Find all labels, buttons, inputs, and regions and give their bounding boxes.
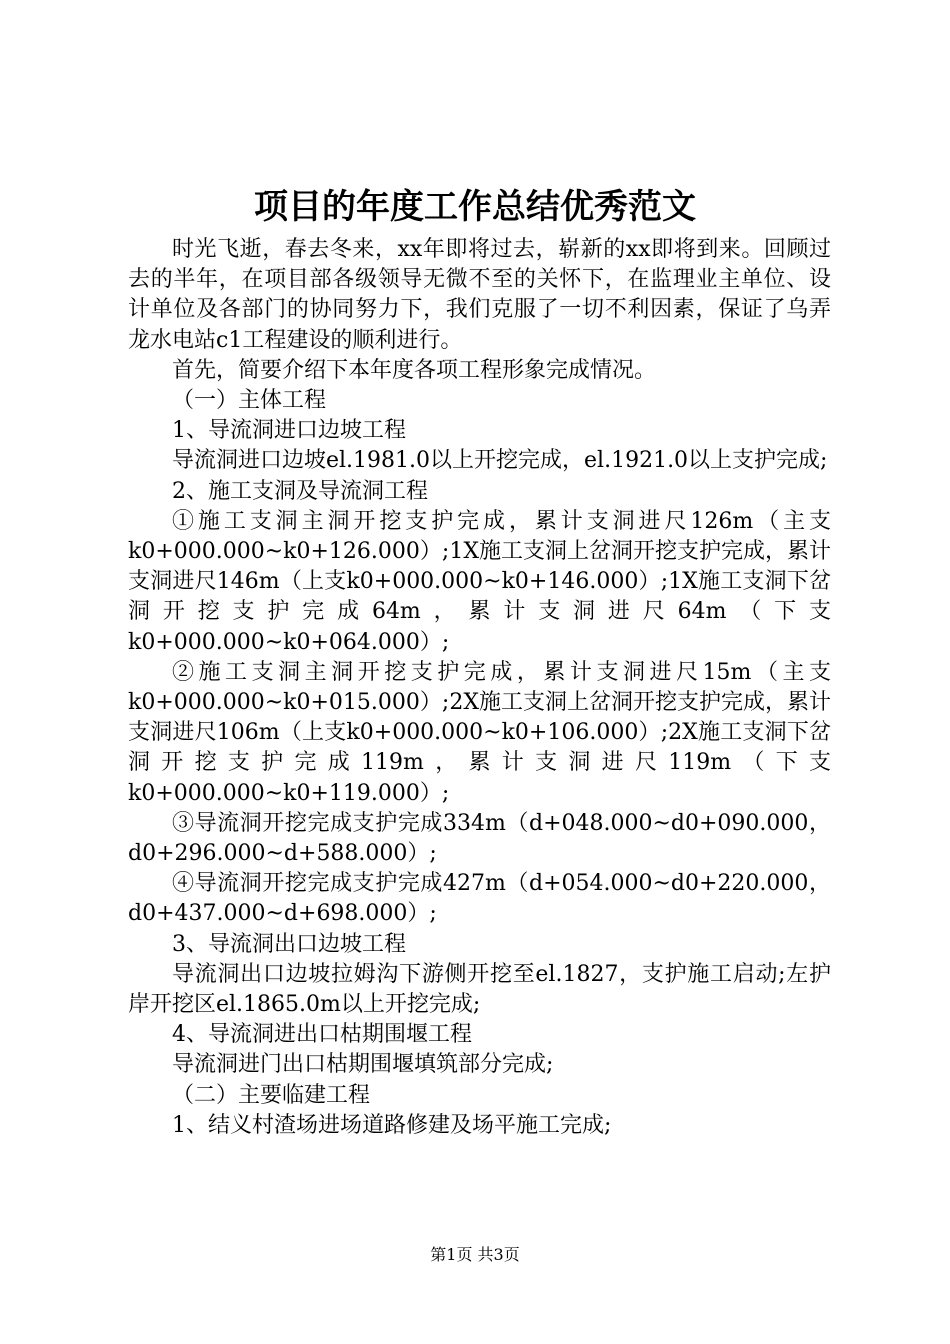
paragraph-diversion-tunnel-3: ③导流洞开挖完成支护完成334m（d+048.000~d0+090.000，d0+296.000~d+588.000）; [128,810,831,867]
paragraph-intro: 时光飞逝，春去冬来，xx年即将过去，崭新的xx即将到来。回顾过去的半年，在项目部各级领导无微不至的关怀下，在监理业主单位、设计单位及各部门的协同努力下，我们克服了一切不利因素，保证了乌弄龙水电站c1工程建设的顺利进行。 [128,237,831,353]
paragraph-temporary-works-1: 1、结义村渣场进场道路修建及场平施工完成; [172,1112,612,1138]
heading-branch-tunnel: 2、施工支洞及导流洞工程 [172,478,428,504]
paragraph-branch-tunnel-2: ②施工支洞主洞开挖支护完成，累计支洞进尺15m（主支k0+000.000~k0+015.000）;2X施工支洞上岔洞开挖支护完成，累计支洞进尺106m（上支k0+000.000~k0+106.000）;2X施工支洞下岔洞开挖支护完成119m，累计支洞进尺119m（下支k0+000.000~k0+119.000）; [128,659,831,806]
heading-inlet-slope: 1、导流洞进口边坡工程 [172,418,406,444]
paragraph-inlet-slope: 导流洞进口边坡el.1981.0以上开挖完成，el.1921.0以上支护完成; [172,448,828,474]
heading-temporary-works: （二）主要临建工程 [172,1082,371,1108]
paragraph-branch-tunnel-1: ①施工支洞主洞开挖支护完成，累计支洞进尺126m（主支k0+000.000~k0+126.000）;1X施工支洞上岔洞开挖支护完成，累计支洞进尺146m（上支k0+000.000~k0+146.000）;1X施工支洞下岔洞开挖支护完成64m，累计支洞进尺64m（下支k0+000.000~k0+064.000）; [128,508,831,655]
document-body [128,235,831,1141]
paragraph-cofferdam: 导流洞进门出口枯期围堰填筑部分完成; [172,1052,554,1078]
paragraph-diversion-tunnel-4: ④导流洞开挖完成支护完成427m（d+054.000~d0+220.000，d0+437.000~d+698.000）; [128,871,831,927]
heading-cofferdam: 4、导流洞进出口枯期围堰工程 [172,1022,472,1048]
page-number-footer: 第1页 共3页 [430,1245,520,1264]
heading-outlet-slope: 3、导流洞出口边坡工程 [172,931,406,957]
paragraph-outlet-slope: 导流洞出口边坡拉姆沟下游侧开挖至el.1827，支护施工启动;左护岸开挖区el.1865.0m以上开挖完成; [128,961,831,1018]
paragraph-overview: 首先，简要介绍下本年度各项工程形象完成情况。 [172,357,657,383]
document-title: 项目的年度工作总结优秀范文 [254,187,696,227]
heading-main-works: （一）主体工程 [172,388,327,414]
